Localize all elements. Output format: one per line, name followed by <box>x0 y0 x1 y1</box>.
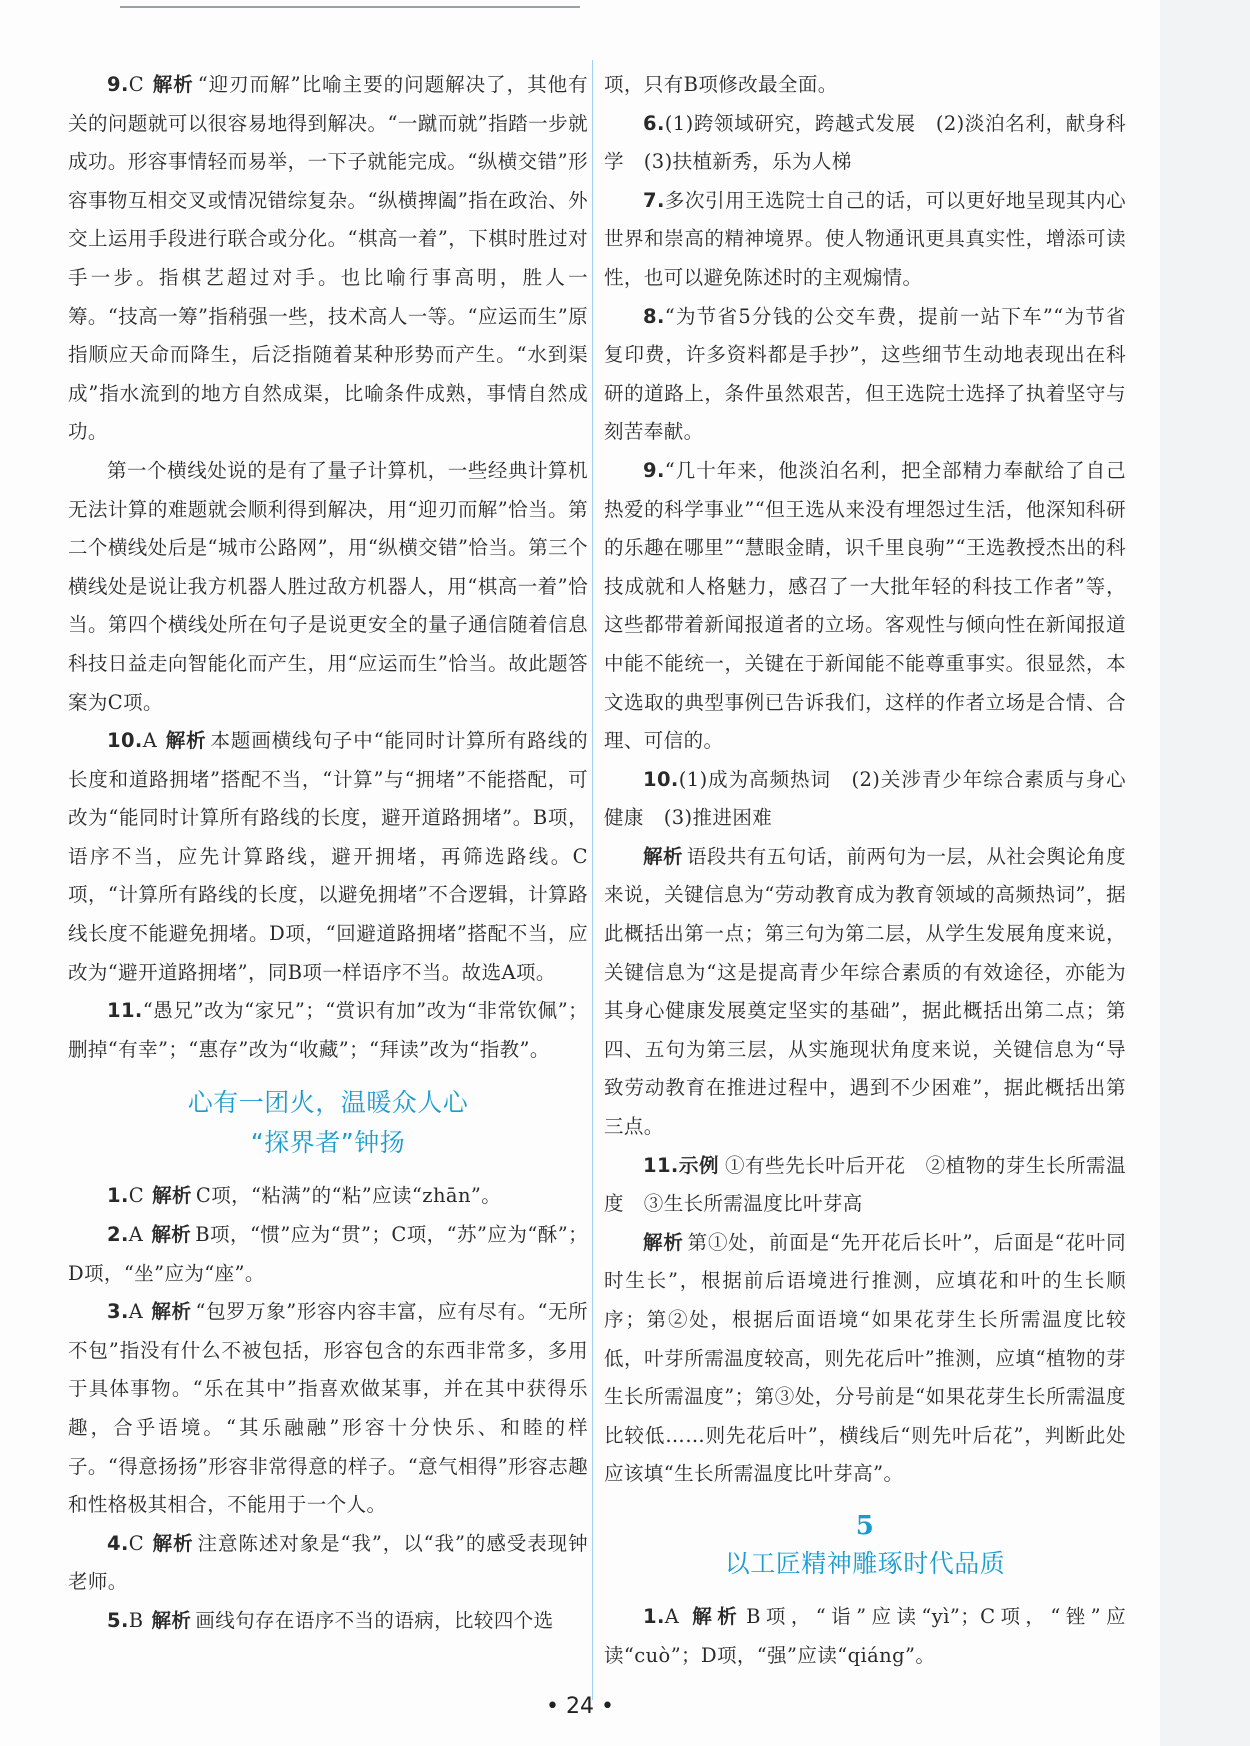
top-rule <box>120 6 580 8</box>
question-number: 8. <box>643 304 665 328</box>
example-label: 示例 <box>678 1153 720 1177</box>
analysis-text: 画线句存在语序不当的语病，比较四个选 <box>195 1608 554 1632</box>
answer-letter: B <box>128 1608 144 1632</box>
question-number: 1. <box>643 1604 665 1628</box>
analysis-label: 解析 <box>165 729 207 753</box>
analysis-text: B项，“惯”应为“贯”；C项，“苏”应为“酥”；D项，“坐”应为“座”。 <box>68 1223 588 1285</box>
question-number: 4. <box>107 1531 129 1555</box>
question-number: 1. <box>107 1184 129 1208</box>
answer-letter: C <box>128 73 145 96</box>
section-title: 以工匠精神雕琢时代品质 <box>724 1548 1006 1578</box>
answer-10-analysis <box>604 838 1126 1147</box>
answer-7 <box>604 182 1126 298</box>
analysis-label: 解析 <box>643 844 683 868</box>
column-divider <box>592 60 593 1700</box>
analysis-label: 解析 <box>152 73 194 96</box>
analysis-label: 解析 <box>152 1531 194 1555</box>
question-number: 3. <box>107 1300 129 1324</box>
question-number: 6. <box>643 111 665 135</box>
analysis-text: B项，“诣”应读“yì”；C项，“锉”应读“cuò”；D项，“强”应读“qiáng”。 <box>604 1604 1126 1667</box>
answer-5-continued: 项，只有B项修改最全面。 <box>604 73 838 96</box>
answer-letter: C <box>128 1184 145 1208</box>
answer-text: ①有些先长叶后开花 ②植物的芽生长所需温度 ③生长所需温度比叶芽高 <box>604 1153 1126 1216</box>
analysis-text: C项，“粘满”的“粘”应读“zhān”。 <box>195 1184 502 1208</box>
page-number: • 24 • <box>546 1694 614 1719</box>
answer-10 <box>68 722 588 992</box>
answer-text: “愚兄”改为“家兄”；“赏识有加”改为“非常钦佩”；删掉“有幸”；“惠存”改为“收藏”；“拜读”改为“指教”。 <box>68 999 588 1061</box>
answer-text: “为节省5分钱的公交车费，提前一站下车”“为节省复印费，许多资料都是手抄”，这些细节生动地表现出在科研的道路上，条件虽然艰苦，但王选院士选择了执着坚守与刻苦奉献。 <box>604 304 1126 444</box>
analysis-label: 解析 <box>687 1604 743 1628</box>
answer-letter: A <box>664 1604 680 1628</box>
question-number: 11. <box>643 1153 679 1177</box>
analysis-text: 语段共有五句话，前两句为一层，从社会舆论角度来说，关键信息为“劳动教育成为教育领域的高频热词”，据此概括出第一点；第三句为第二层，从学生发展角度来说，关键信息为“这是提高青少年综合素质的有效途径，亦能为其身心健康发展奠定坚实的基础”，据此概括出第二点；第四、五句为第三层，从实施现状角度来说，关键信息为“导致劳动教育在推进过程中，遇到不少困难”，据此概括出第三点。 <box>604 844 1126 1139</box>
answer-9 <box>604 452 1126 761</box>
answer-8 <box>604 298 1126 452</box>
answer-1 <box>68 1177 588 1216</box>
answer-11 <box>604 1147 1126 1224</box>
left-column <box>68 66 588 1641</box>
answer-4 <box>68 1525 588 1602</box>
answer-11 <box>68 992 588 1069</box>
answer-text: “几十年来，他淡泊名利，把全部精力奉献给了自己热爱的科学事业”“但王选从来没有埋怨过生活，他深知科研的乐趣在哪里”“慧眼金睛，识千里良驹”“王选教授杰出的科技成就和人格魅力，感召了一大批年轻的科技工作者”等，这些都带着新闻报道者的立场。客观性与倾向性在新闻报道中能不能统一，关键在于新闻能不能尊重事实。很显然，本文选取的典型事例已告诉我们，这样的作者立场是合情、合理、可信的。 <box>604 458 1126 753</box>
analysis-label: 解析 <box>152 1184 192 1208</box>
analysis-label: 解析 <box>151 1300 192 1324</box>
right-column <box>604 66 1126 1675</box>
question-number: 2. <box>107 1223 129 1247</box>
answer-9 <box>68 66 588 452</box>
answer-2 <box>68 1216 588 1293</box>
answer-letter: A <box>128 1300 144 1324</box>
answer-9-paragraph-2: 第一个横线处说的是有了量子计算机，一些经典计算机无法计算的难题就会顺利得到解决，用“迎刃而解”恰当。第二个横线处后是“城市公路网”，用“纵横交错”恰当。第三个横线处是说让我方机器人胜过敌方机器人，用“棋高一着”恰当。第四个横线处所在句子是说更安全的量子通信随着信息科技日益走向智能化而产生，用“应运而生”恰当。故此题答案为C项。 <box>68 458 588 714</box>
answer-10 <box>604 761 1126 838</box>
answer-letter: A <box>128 1223 144 1247</box>
analysis-text: “迎刃而解”比喻主要的问题解决了，其他有关的问题就可以很容易地得到解决。“一蹴而就”指踏一步就成功。形容事情轻而易举，一下子就能完成。“纵横交错”形容事物互相交叉或情况错综复杂。“纵横捭阖”指在政治、外交上运用手段进行联合或分化。“棋高一着”，下棋时胜过对手一步。指棋艺超过对手。也比喻行事高明，胜人一筹。“技高一筹”指稍强一些，技术高人一等。“应运而生”原指顺应天命而降生，后泛指随着某种形势而产生。“水到渠成”指水流到的地方自然成渠，比喻条件成熟，事情自然成功。 <box>68 73 588 444</box>
section-number: 5 <box>855 1510 875 1541</box>
question-number: 10. <box>643 767 679 791</box>
answer-5 <box>68 1602 588 1641</box>
page-edge <box>1160 0 1250 1746</box>
answer-6 <box>604 105 1126 182</box>
answer-text: (1)成为高频热词 (2)关涉青少年综合素质与身心健康 (3)推进困难 <box>604 767 1126 830</box>
answer-text: 多次引用王选院士自己的话，可以更好地呈现其内心世界和崇高的精神境界。使人物通讯更具真实性，增添可读性，也可以避免陈述时的主观煽情。 <box>604 188 1126 289</box>
analysis-label: 解析 <box>151 1223 192 1247</box>
question-number: 10. <box>107 729 143 753</box>
analysis-text: 第①处，前面是“先开花后长叶”，后面是“花叶同时生长”，根据前后语境进行推测，应填花和叶的生长顺序；第②处，根据后面语境“如果花芽生长所需温度比较低，叶芽所需温度较高，则先花后叶”推测，应填“植物的芽生长所需温度”；第③处，分号前是“如果花芽生长所需温度比较低……则先花后叶”，横线后“则先叶后花”，判断此处应该填“生长所需温度比叶芽高”。 <box>604 1230 1126 1486</box>
question-number: 5. <box>107 1608 129 1632</box>
answer-11-analysis <box>604 1224 1126 1494</box>
question-number: 7. <box>643 188 665 212</box>
analysis-text: 本题画横线句子中“能同时计算所有路线的长度和道路拥堵”搭配不当，“计算”与“拥堵”不能搭配，可改为“能同时计算所有路线的长度，避开道路拥堵”。B项，语序不当，应先计算路线，避开拥堵，再筛选路线。C项，“计算所有路线的长度，以避免拥堵”不合逻辑，计算路线长度不能避免拥堵。D项，“回避道路拥堵”搭配不当，应改为“避开道路拥堵”，同B项一样语序不当。故选A项。 <box>68 729 588 984</box>
analysis-label: 解析 <box>643 1230 684 1254</box>
answer-3 <box>68 1293 588 1525</box>
analysis-label: 解析 <box>151 1608 192 1632</box>
section-subtitle: “探界者”钟扬 <box>250 1128 406 1158</box>
answer-text: (1)跨领域研究，跨越式发展 (2)淡泊名利，献身科学 (3)扶植新秀，乐为人梯 <box>604 111 1126 174</box>
question-number: 9. <box>107 73 129 96</box>
section-title: 心有一团火，温暖众人心 <box>187 1088 469 1118</box>
answer-letter: C <box>128 1531 145 1555</box>
answer-1 <box>604 1598 1126 1675</box>
answer-letter: A <box>142 729 158 753</box>
question-number: 11. <box>107 999 143 1023</box>
analysis-text: “包罗万象”形容内容丰富，应有尽有。“无所不包”指没有什么不被包括，形容包含的东西非常多，多用于具体事物。“乐在其中”指喜欢做某事，并在其中获得乐趣，合乎语境。“其乐融融”形容十分快乐、和睦的样子。“得意扬扬”形容非常得意的样子。“意气相得”形容志趣和性格极其相合，不能用于一个人。 <box>68 1300 588 1517</box>
question-number: 9. <box>643 458 665 482</box>
analysis-text: 注意陈述对象是“我”，以“我”的感受表现钟老师。 <box>68 1531 588 1594</box>
